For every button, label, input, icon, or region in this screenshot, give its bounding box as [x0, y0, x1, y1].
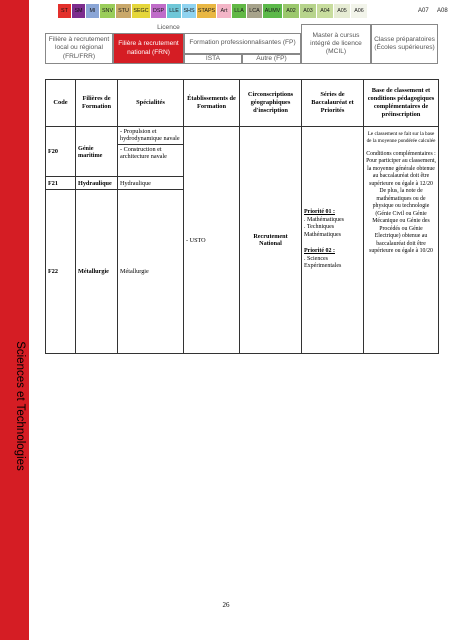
etablissement-cell: - USTO	[184, 127, 240, 354]
licence-title: Licence	[157, 24, 180, 32]
row-code: F20	[46, 127, 76, 177]
professional-training-cell: Formation professionnalisantes (FP)	[184, 33, 301, 54]
priority-2-title: Priorité 02 :	[304, 247, 335, 254]
specialite-item: - Propulsion et hydrodynamique navale	[120, 128, 180, 143]
col-header-circonscriptions: Circonscriptions géographiques d'inscription	[240, 80, 302, 127]
table-header-row	[46, 80, 439, 127]
licence-header	[45, 24, 438, 64]
tab-a03[interactable]: A03	[300, 4, 316, 18]
ista-cell: ISTA	[184, 54, 242, 64]
priority-1-item: . Mathématiques	[304, 216, 344, 223]
tab-shs[interactable]: SHS	[182, 4, 196, 18]
tab-staps[interactable]: STAPS	[197, 4, 216, 18]
priority-1-item: . Techniques Mathématiques	[304, 224, 341, 239]
col-header-specialites: Spécialités	[118, 80, 184, 127]
tab-art[interactable]: Art	[217, 4, 231, 18]
col-header-base: Base de classement et conditions pédagogiques complémentaires de préinscription	[364, 80, 439, 127]
criteria-ranking: Le classement se fait sur la base de la moyenne pondérée calculée	[366, 131, 436, 144]
page-number: 26	[222, 601, 230, 609]
tab-a02[interactable]: A02	[283, 4, 299, 18]
tab-mi[interactable]: MI	[86, 4, 99, 18]
prep-class-cell: Classe préparatoires (Écoles supérieures)	[371, 24, 438, 64]
row-filiere: Génie maritime	[76, 127, 118, 177]
criteria-average: Pour participer au classement, la moyenne générale obtenue au baccalauréat doit être supérieure ou égale à 12/20	[366, 158, 436, 187]
tab-st[interactable]: ST	[58, 4, 71, 18]
tab-a08[interactable]: A08	[437, 8, 448, 14]
row-specialites: Hydraulique	[118, 177, 184, 190]
tab-lca[interactable]: LCA	[247, 4, 262, 18]
priority-1-title: Priorité 01 :	[304, 208, 335, 215]
specialite-item: - Construction et architecture navale	[118, 144, 183, 162]
tab-segc[interactable]: SEGC	[132, 4, 150, 18]
other-fp-cell: Autre (FP)	[242, 54, 301, 64]
master-cell: Master à cursus intégré de licence (MCIL)	[301, 24, 371, 64]
circonscription-cell: Recrutement National	[240, 127, 302, 354]
col-header-code: Code	[46, 80, 76, 127]
col-header-etablissements: Établissements de Formation	[184, 80, 240, 127]
col-header-filieres: Filières de Formation	[76, 80, 118, 127]
priority-2-item: . Sciences Expérimentales	[304, 255, 342, 270]
row-specialites: Métallurgie	[118, 190, 184, 354]
tab-dsp[interactable]: DSP	[151, 4, 166, 18]
criteria-cell	[364, 127, 439, 354]
tab-a07[interactable]: A07	[418, 8, 429, 14]
row-filiere: Hydraulique	[76, 177, 118, 190]
series-cell	[302, 127, 364, 354]
tab-a06[interactable]: A06	[351, 4, 367, 18]
row-filiere: Métallurgie	[76, 190, 118, 354]
domain-tabs	[58, 4, 368, 18]
tab-sm[interactable]: SM	[72, 4, 85, 18]
criteria-title: Conditions complémentaires :	[366, 150, 436, 157]
row-specialites	[118, 127, 184, 177]
section-side-label	[10, 341, 30, 471]
tab-lla[interactable]: LLA	[232, 4, 246, 18]
tab-a05[interactable]: A05	[334, 4, 350, 18]
col-header-series: Séries de Baccalauréat et Priorités	[302, 80, 364, 127]
tab-snv[interactable]: SNV	[100, 4, 115, 18]
table-row	[46, 127, 439, 177]
tab-aumv[interactable]: AUMV	[263, 4, 282, 18]
row-code: F21	[46, 177, 76, 190]
tab-lle[interactable]: LLE	[167, 4, 181, 18]
tab-stu[interactable]: STU	[116, 4, 131, 18]
specialties-table	[45, 79, 439, 354]
row-code: F22	[46, 190, 76, 354]
national-recruitment-cell: Filière à recrutement national (FRN)	[113, 33, 184, 64]
local-recruitment-cell: Filière à recrutement local ou régional (FRL/FRR)	[45, 33, 113, 64]
tab-a04[interactable]: A04	[317, 4, 333, 18]
section-side-label-text: Sciences et Technologies	[14, 341, 26, 471]
criteria-subject: De plus, la note de mathématiques ou de physique ou technologie (Génie Civil ou Génie Mécanique ou Génie des Procédés ou Génie Electrique) obtenue au baccalauréat doit être supérieure ou égale à 10/20	[369, 188, 433, 255]
